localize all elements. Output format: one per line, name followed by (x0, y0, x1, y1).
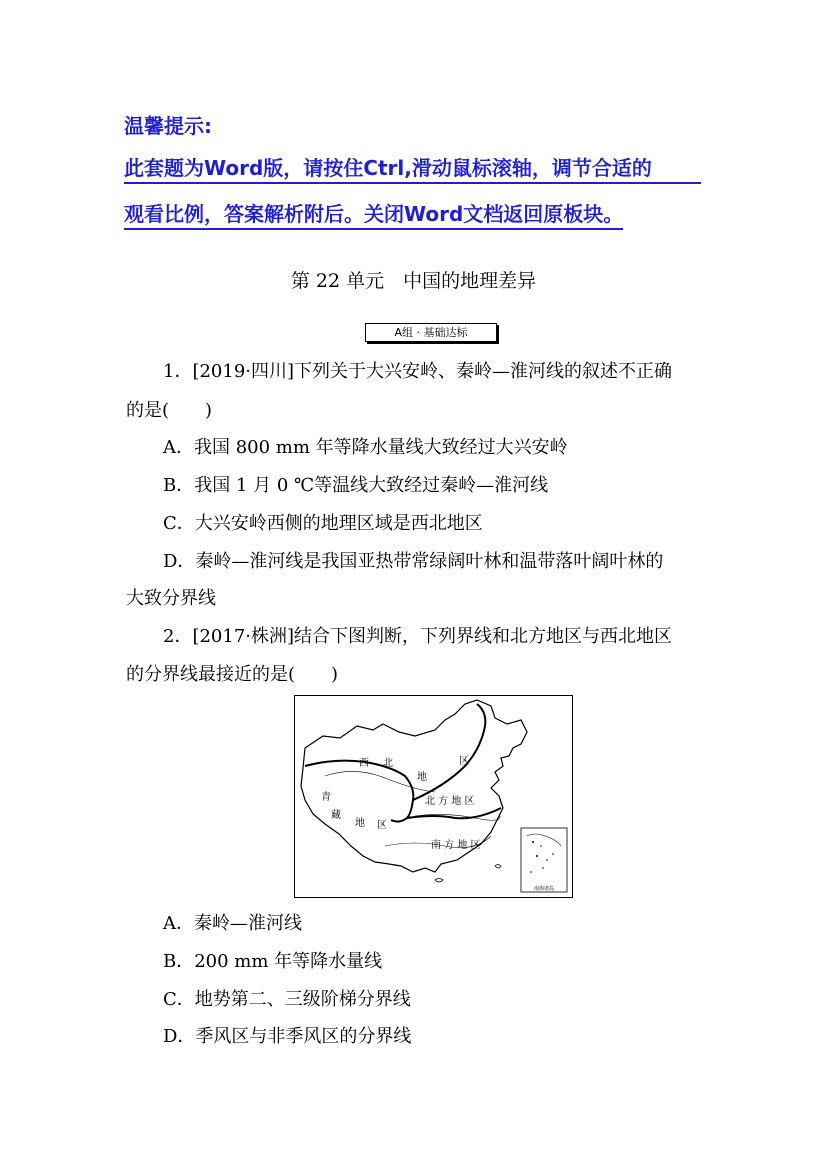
q1-stem-line1: 1．[2019·四川]下列关于大兴安岭、秦岭—淮河线的叙述不正确 (163, 361, 673, 382)
q1-stem-line2: 的是( ) (126, 400, 213, 421)
label-di-2: 地 (355, 818, 365, 829)
q2-option-a: A．秦岭—淮河线 (163, 913, 302, 934)
q2-option-b: B．200 mm 年等降水量线 (163, 951, 383, 972)
label-qu-2: 区 (377, 820, 387, 831)
label-south-region: 南 方 地 区 (431, 840, 481, 851)
unit-title: 第 22 单元 中国的地理差异 (290, 270, 537, 292)
q1-option-c: C．大兴安岭西侧的地理区域是西北地区 (163, 513, 483, 534)
tip-title: 温馨提示: (124, 114, 212, 138)
north-northwest-boundary (413, 704, 485, 800)
label-di-1: 地 (417, 772, 427, 783)
label-north-region: 北 方 地 区 (425, 796, 475, 807)
label-xi: 西 (359, 758, 369, 769)
q2-stem-line1: 2．[2017·株洲]结合下图判断，下列界线和北方地区与西北地区 (163, 626, 673, 647)
label-inset: 南海诸岛 (533, 886, 555, 892)
label-qing: 青 (321, 792, 331, 803)
label-bei: 北 (383, 758, 393, 769)
tip-line-1: 此套题为Word版，请按住Ctrl,滑动鼠标滚轴，调节合适的 (124, 152, 701, 184)
q2-option-d: D．季风区与非季风区的分界线 (163, 1026, 412, 1047)
q1-option-d: D．秦岭—淮河线是我国亚热带常绿阔叶林和温带落叶阔叶林的 (163, 551, 664, 572)
q1-option-b: B．我国 1 月 0 ℃等温线大致经过秦岭—淮河线 (163, 475, 549, 496)
tip-line-2: 观看比例，答案解析附后。关闭Word文档返回原板块。 (124, 198, 623, 230)
q1-option-d-cont: 大致分界线 (126, 588, 216, 609)
label-qu-1: 区 (459, 756, 469, 767)
q1-option-a: A．我国 800 mm 年等降水量线大致经过大兴安岭 (163, 437, 568, 458)
q2-option-c: C．地势第二、三级阶梯分界线 (163, 989, 411, 1010)
china-region-map (294, 695, 573, 898)
label-zang: 藏 (331, 810, 341, 821)
q2-stem-line2: 的分界线最接近的是( ) (126, 664, 339, 685)
china-outline (301, 700, 527, 872)
group-tag: A组 · 基础达标 (365, 323, 497, 342)
qinling-boundary (407, 808, 501, 818)
south-sea-inset (521, 828, 567, 892)
